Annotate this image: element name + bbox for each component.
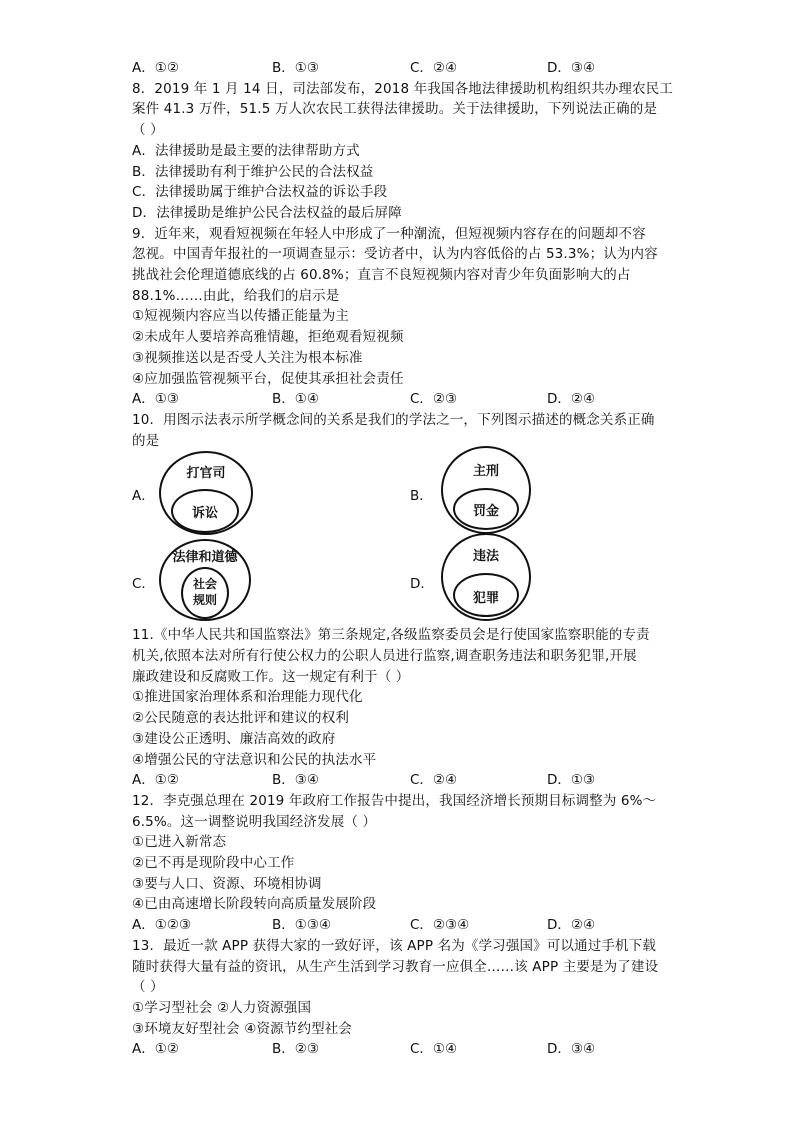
option-b[interactable]: B．③④ — [272, 772, 319, 789]
diagram-row-1 — [132, 451, 672, 535]
answer-blank: （ ） — [132, 122, 164, 139]
question-text: 9．近年来，观看短视频在年轻人中形成了一种潮流，但短视频内容存在的问题却不容 — [132, 225, 646, 242]
question-text: 10．用图示法表示所学概念间的关系是我们的学法之一，下列图示描述的概念关系正确 — [132, 411, 655, 428]
option-b-label[interactable]: B． — [410, 488, 433, 505]
question-text: 廉政建设和反腐败工作。这一规定有利于（ ） — [132, 668, 410, 685]
q7-options — [132, 58, 672, 79]
option-c[interactable]: C．②③ — [410, 391, 458, 408]
q11-options — [132, 770, 672, 791]
option-c[interactable]: C．法律援助属于维护合法权益的诉讼手段 — [132, 184, 388, 201]
answer-blank: （ ） — [132, 979, 164, 996]
q12-options — [132, 915, 672, 936]
inner-concept-label: 社会 — [192, 577, 217, 592]
statement-1: ①短视频内容应当以传播正能量为主 — [132, 308, 350, 325]
statement-1: ①已进入新常态 — [132, 834, 227, 851]
option-a[interactable]: A．①② — [132, 60, 179, 76]
statement-4: ④增强公民的守法意识和公民的执法水平 — [132, 751, 377, 768]
statements-3-4: ③环境友好型社会 ④资源节约型社会 — [132, 1020, 353, 1037]
venn-diagram-c[interactable] — [159, 539, 251, 621]
question-text: 的是 — [132, 432, 160, 449]
question-text: 13．最近一款 APP 获得大家的一致好评，该 APP 名为《学习强国》可以通过手机下载 — [132, 937, 656, 954]
question-9 — [132, 224, 672, 410]
inner-concept-label: 规则 — [192, 593, 217, 608]
q13-options — [132, 1039, 672, 1060]
question-text: 88.1%……由此，给我们的启示是 — [132, 287, 340, 304]
outer-concept-label: 违法 — [472, 549, 499, 565]
option-a[interactable]: A．①③ — [132, 391, 179, 408]
outer-concept-label: 主刑 — [472, 464, 499, 480]
statement-4: ④已由高速增长阶段转向高质量发展阶段 — [132, 896, 377, 913]
question-10 — [132, 410, 672, 621]
option-d-label[interactable]: D． — [410, 576, 434, 593]
option-c[interactable]: C．①④ — [410, 1041, 458, 1058]
option-a-label[interactable]: A． — [132, 488, 155, 505]
option-b[interactable]: B．①③④ — [272, 917, 332, 934]
option-d[interactable]: D．法律援助是维护公民合法权益的最后屏障 — [132, 204, 402, 221]
q9-options — [132, 389, 672, 410]
option-c[interactable]: C．②④ — [410, 772, 458, 789]
option-c[interactable]: C．②③④ — [410, 917, 470, 934]
outer-concept-label: 法律和道德 — [172, 550, 238, 566]
option-b[interactable]: B．①③ — [272, 60, 319, 76]
statement-2: ②未成年人要培养高雅情趣，拒绝观看短视频 — [132, 329, 404, 346]
option-c-label[interactable]: C． — [132, 576, 155, 593]
option-b[interactable]: B．①④ — [272, 391, 319, 408]
option-b[interactable]: B．②③ — [272, 1041, 319, 1058]
statements-1-2: ①学习型社会 ②人力资源强国 — [132, 999, 312, 1016]
question-text: 忽视。中国青年报社的一项调查显示：受访者中，认为内容低俗的占 53.3%；认为内容 — [132, 246, 658, 263]
question-8 — [132, 79, 672, 224]
statement-3: ③要与人口、资源、环境相协调 — [132, 875, 322, 892]
exam-page — [132, 58, 672, 1060]
inner-concept-label: 诉讼 — [191, 506, 218, 522]
question-text: 8．2019 年 1 月 14 日，司法部发布，2018 年我国各地法律援助机构组织共办理农民工 — [132, 80, 674, 97]
outer-concept-label: 打官司 — [186, 466, 226, 482]
question-13 — [132, 936, 672, 1060]
statement-4: ④应加强监管视频平台，促使其承担社会责任 — [132, 370, 404, 387]
statement-3: ③视频推送以是否受人关注为根本标准 — [132, 349, 363, 366]
option-d[interactable]: D．①③ — [547, 772, 596, 789]
option-a[interactable]: A．①②③ — [132, 917, 192, 934]
option-d[interactable]: D．②④ — [547, 391, 596, 408]
question-text: 6.5%。这一调整说明我国经济发展（ ） — [132, 813, 377, 830]
option-d[interactable]: D．③④ — [547, 1041, 596, 1058]
question-text: 挑战社会伦理道德底线的占 60.8%；直言不良短视频内容对青少年负面影响大的占 — [132, 267, 631, 284]
venn-diagram-a[interactable] — [159, 451, 253, 535]
option-a[interactable]: A．①② — [132, 772, 179, 789]
inner-concept-label: 犯罪 — [472, 591, 499, 607]
question-text: 11.《中华人民共和国监察法》第三条规定,各级监察委员会是行使国家监察职能的专责 — [132, 627, 650, 644]
question-text: 机关,依照本法对所有行使公权力的公职人员进行监察,调查职务违法和职务犯罪,开展 — [132, 648, 637, 665]
inner-concept-label: 罚金 — [472, 504, 499, 520]
question-12 — [132, 791, 672, 936]
question-11 — [132, 625, 672, 791]
option-d[interactable]: D．②④ — [547, 917, 596, 934]
statement-2: ②公民随意的表达批评和建议的权利 — [132, 710, 350, 727]
statement-1: ①推进国家治理体系和治理能力现代化 — [132, 689, 363, 706]
option-b[interactable]: B．法律援助有利于维护公民的合法权益 — [132, 163, 374, 180]
option-c[interactable]: C．②④ — [410, 60, 458, 76]
question-text: 12．李克强总理在 2019 年政府工作报告中提出，我国经济增长预期目标调整为 6%～ — [132, 792, 657, 809]
question-text: 案件 41.3 万件，51.5 万人次农民工获得法律援助。关于法律援助，下列说法正确的是 — [132, 101, 658, 118]
question-text: 随时获得大量有益的资讯，从生产生活到学习教育一应俱全……该 APP 主要是为了建设 — [132, 958, 659, 975]
option-a[interactable]: A．①② — [132, 1041, 179, 1058]
venn-diagram-b[interactable] — [441, 446, 531, 534]
diagram-row-2 — [132, 537, 672, 621]
statement-2: ②已不再是现阶段中心工作 — [132, 855, 295, 872]
statement-3: ③建设公正透明、廉洁高效的政府 — [132, 730, 336, 747]
option-d[interactable]: D．③④ — [547, 60, 596, 76]
venn-diagram-d[interactable] — [441, 533, 531, 621]
option-a[interactable]: A．法律援助是最主要的法律帮助方式 — [132, 142, 360, 159]
